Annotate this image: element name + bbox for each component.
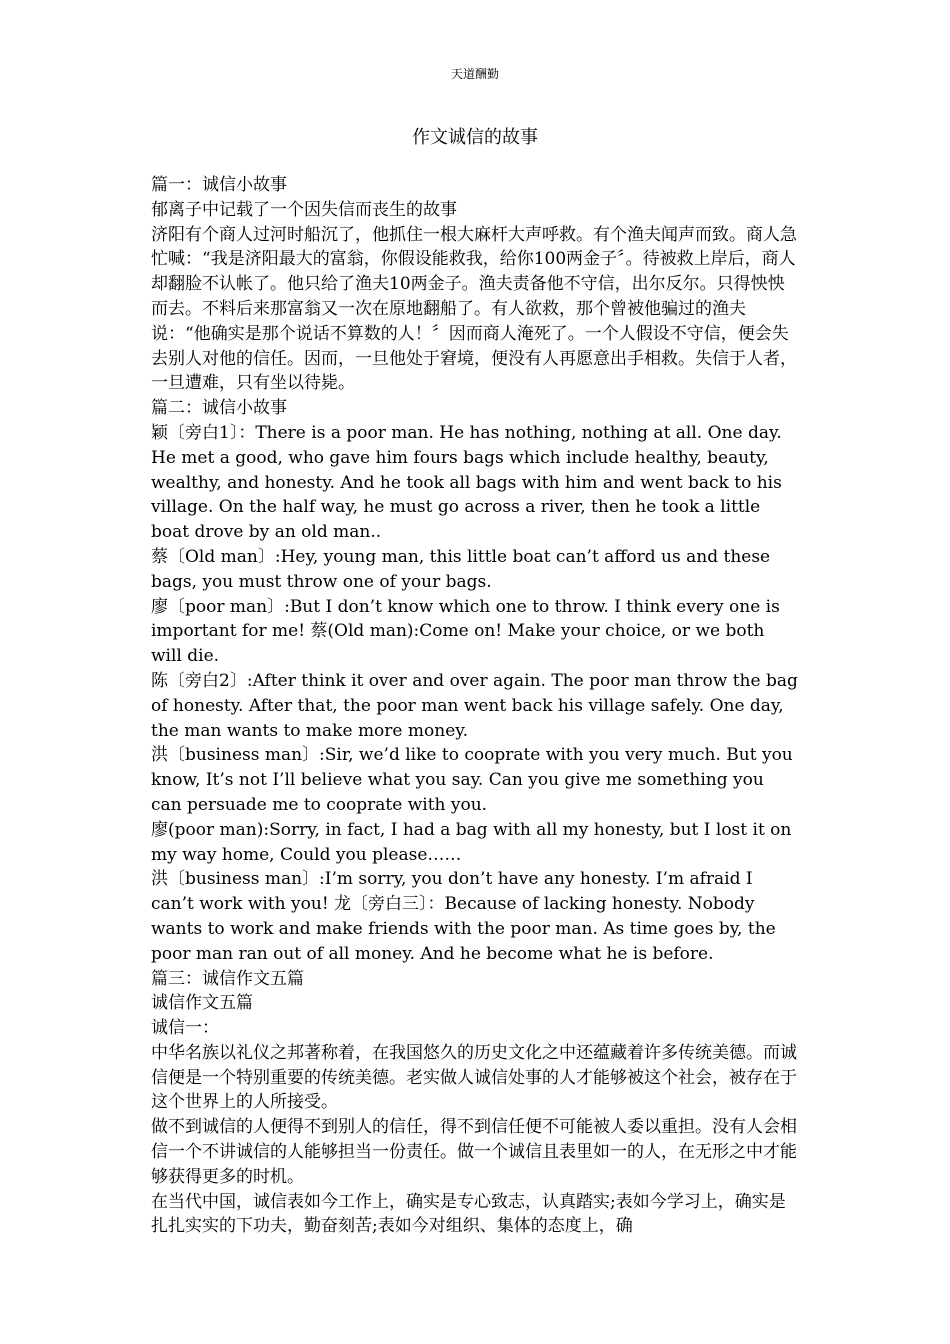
paragraph: 廖(poor man):Sorry, in fact, I had a bag with all my honesty, but I lost it on my way home, Could you please…… [151, 819, 792, 865]
paragraph: 中华名族以礼仪之邦著称着，在我国悠久的历史文化之中还蕴藏着许多传统美德。而诚信便是一个特别重要的传统美德。老实做人诚信处事的人才能够被这个社会，被存在于这个世界上的人所接受。 [151, 1042, 797, 1113]
paragraph: 做不到诚信的人便得不到别人的信任，得不到信任便不可能被人委以重担。没有人会相信一个不讲诚信的人能够担当一份责任。做一个诚信且表里如一的人，在无形之中才能够获得更多的时机。 [151, 1117, 797, 1187]
paragraph: 颖〔旁白1〕：There is a poor man. He has nothing, nothing at all. One day. He met a good, who gave him fours bags which include healthy, beauty, wealthy, and honesty. And he took all bags with him and went back to his village. On the half way, he must go across a river, then he took a little boat drove by an old man.. [151, 422, 782, 543]
paragraph: 廖〔poor man〕:But I don’t know which one to throw. I think every one is important for me! 蔡(Old man):Come on! Make your choice, or we both will die. [151, 596, 780, 667]
paragraph: 洪〔business man〕:Sir, we’d like to cooprate with you very much. But you know, It’s not I’ll believe what you say. Can you give me something you can persuade me to cooprate with you. [151, 745, 793, 815]
paragraph: 洪〔business man〕:I’m sorry, you don’t have any honesty. I’m afraid I can’t work with you! 龙〔旁白三〕：Because of lacking honesty. Nobody wants to work and make friends with the poor man. As time goes by, the poor man ran out of all money. And he become what he is before. [151, 869, 776, 964]
paragraph: 济阳有个商人过河时船沉了，他抓住一根大麻杆大声呼救。有个渔夫闻声而致。商人急忙喊：“我是济阳最大的富翁，你假设能救我，给你100两金子〞。待被救上岸后，商人却翻脸不认帐了。他只给了渔夫10两金子。渔夫责备他不守信，出尔反尔。只得怏怏而去。不料后来那富翁又一次在原地翻船了。有人欲救，那个曾被他骗过的渔夫说：“他确实是那个说话不算数的人！〞因而商人淹死了。一个人假设不守信，便会失去别人对他的信任。因而，一旦他处于窘境，便没有人再愿意出手相救。失信于人者，一旦遭难，只有坐以待毙。 [151, 224, 797, 394]
paragraph: 诚信作文五篇 [151, 993, 253, 1014]
document-title: 作文诚信的故事 [412, 127, 538, 148]
paragraph: 篇二：诚信小故事 [151, 398, 287, 419]
paragraph: 陈〔旁白2〕:After think it over and over again. The poor man throw the bag of honesty. After that, the poor man went back his village safely. One day, the man wants to make more money. [151, 670, 798, 741]
paragraph: 郁离子中记载了一个因失信而丧生的故事 [151, 199, 457, 220]
page-header: 天道酬勤 [450, 67, 499, 81]
document-body [151, 173, 799, 1239]
paragraph: 篇三：诚信作文五篇 [151, 968, 304, 989]
paragraph: 篇一：诚信小故事 [151, 175, 287, 195]
paragraph: 蔡〔Old man〕:Hey, young man, this little boat can’t afford us and these bags, you must throw one of your bags. [151, 546, 771, 592]
paragraph: 诚信一： [151, 1018, 219, 1039]
paragraph: 在当代中国，诚信表如今工作上，确实是专心致志，认真踏实;表如今学习上，确实是扎扎实实的下功夫，勤奋刻苦;表如今对组织、集体的态度上，确 [151, 1191, 786, 1237]
